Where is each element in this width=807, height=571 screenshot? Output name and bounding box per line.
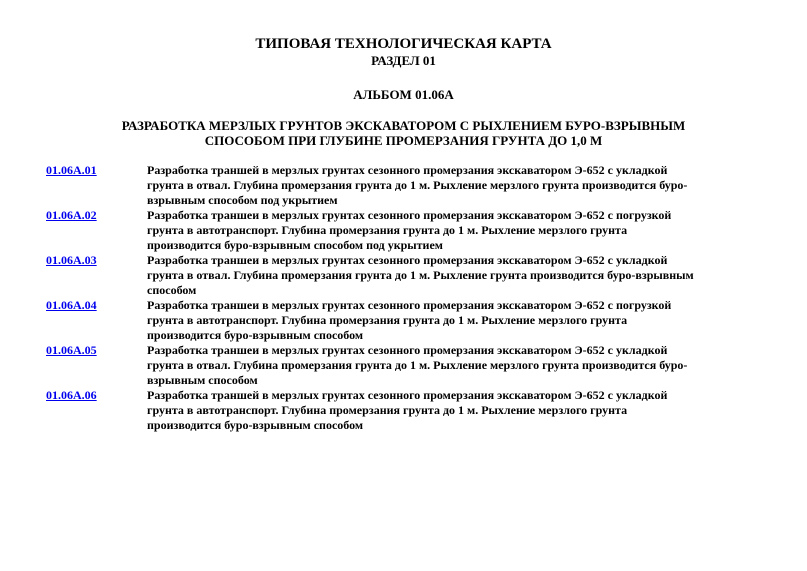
description-line: Разработка траншеи в мерзлых грунтах сезонного промерзания экскаватором Э-652 с погрузкой (147, 298, 672, 312)
item-description (147, 388, 762, 433)
document-link[interactable]: 01.06А.05 (46, 343, 97, 357)
document-link[interactable]: 01.06А.02 (46, 208, 97, 222)
description-line: Разработка траншеи в мерзлых грунтах сезонного промерзания экскаватором Э-652 с укладкой (147, 253, 668, 267)
description-line: грунта в автотранспорт. Глубина промерзания грунта до 1 м. Рыхление мерзлого грунта (147, 403, 628, 417)
list-item (0, 253, 807, 298)
description-line: грунта в отвал. Глубина промерзания грунта до 1 м. Рыхление мерзлого грунта производится буро- (147, 178, 688, 192)
document-link[interactable]: 01.06А.03 (46, 253, 97, 267)
item-description (147, 163, 762, 208)
description-line: производится буро-взрывным способом (147, 328, 364, 342)
subject-heading-line-1: РАЗРАБОТКА МЕРЗЛЫХ ГРУНТОВ ЭКСКАВАТОРОМ С РЫХЛЕНИЕМ БУРО-ВЗРЫВНЫМ (121, 118, 686, 133)
document-link[interactable]: 01.06А.01 (46, 163, 97, 177)
description-line: взрывным способом под укрытием (147, 193, 338, 207)
description-line: производится буро-взрывным способом под укрытием (147, 238, 443, 252)
document-title: ТИПОВАЯ ТЕХНОЛОГИЧЕСКАЯ КАРТА (255, 36, 552, 52)
list-item (0, 208, 807, 253)
document-link[interactable]: 01.06А.06 (46, 388, 97, 402)
description-line: Разработка траншей в мерзлых грунтах сезонного промерзания экскаватором Э-652 с укладкой (147, 388, 668, 402)
description-line: Разработка траншеи в мерзлых грунтах сезонного промерзания экскаватором Э-652 с погрузкой (147, 208, 672, 222)
contents-list (0, 163, 807, 433)
list-item (0, 388, 807, 433)
description-line: грунта в отвал. Глубина промерзания грунта до 1 м. Рыхление грунта производится буро-взрывным (147, 268, 694, 282)
list-item (0, 343, 807, 388)
album-label: АЛЬБОМ 01.06А (353, 87, 454, 102)
description-line: взрывным способом (147, 373, 258, 387)
list-item (0, 298, 807, 343)
description-line: способом (147, 283, 197, 297)
item-description (147, 253, 762, 298)
item-description (147, 208, 762, 253)
description-line: Разработка траншей в мерзлых грунтах сезонного промерзания экскаватором Э-652 с укладкой (147, 163, 668, 177)
item-description (147, 298, 762, 343)
description-line: производится буро-взрывным способом (147, 418, 364, 432)
description-line: грунта в автотранспорт. Глубина промерзания грунта до 1 м. Рыхление мерзлого грунта (147, 313, 628, 327)
item-description (147, 343, 762, 388)
description-line: Разработка траншеи в мерзлых грунтах сезонного промерзания экскаватором Э-652 с укладкой (147, 343, 668, 357)
document-link[interactable]: 01.06А.04 (46, 298, 97, 312)
subject-heading-line-2: СПОСОБОМ ПРИ ГЛУБИНЕ ПРОМЕРЗАНИЯ ГРУНТА ДО 1,0 М (204, 133, 603, 148)
description-line: грунта в отвал. Глубина промерзания грунта до 1 м. Рыхление мерзлого грунта производится буро- (147, 358, 688, 372)
section-label: РАЗДЕЛ 01 (371, 53, 436, 68)
list-item (0, 163, 807, 208)
description-line: грунта в автотранспорт. Глубина промерзания грунта до 1 м. Рыхление мерзлого грунта (147, 223, 628, 237)
